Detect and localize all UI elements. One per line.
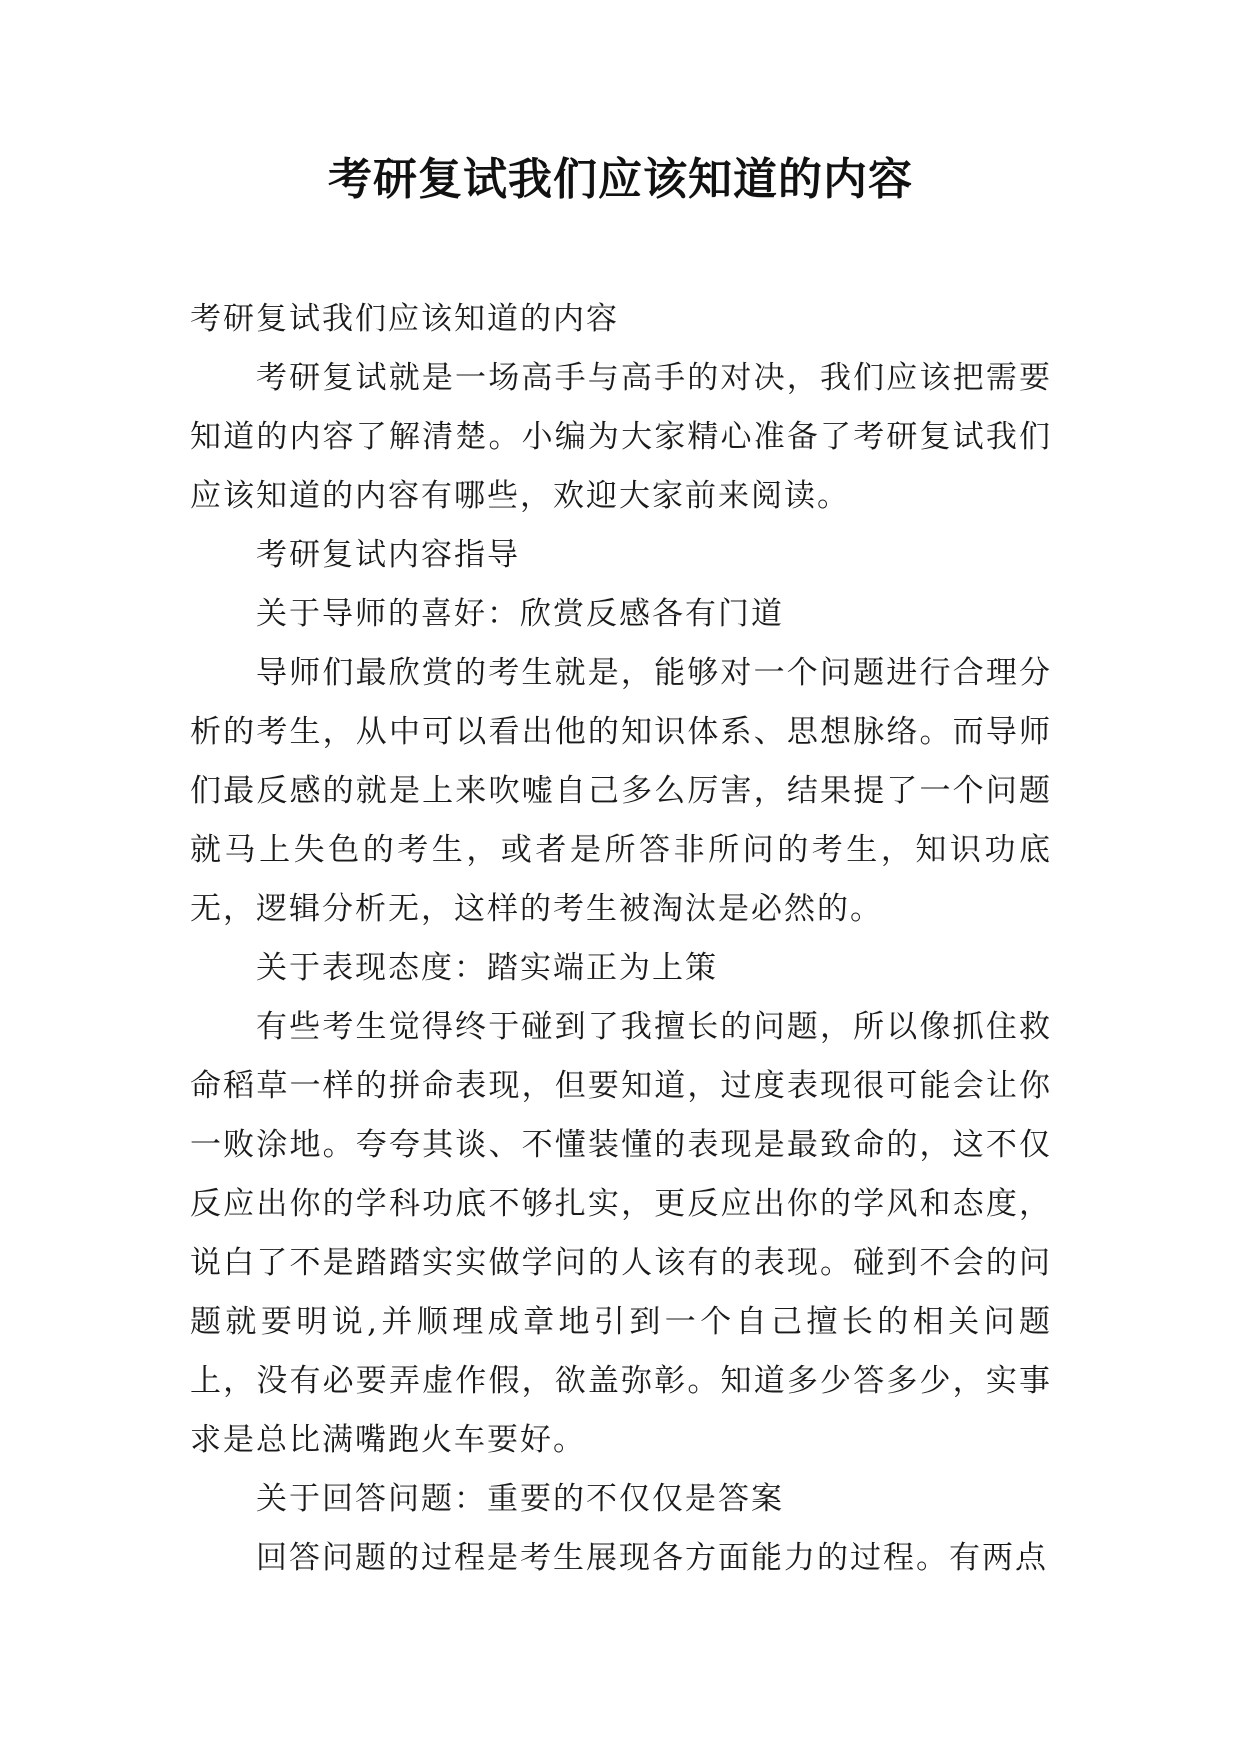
paragraph-tutor-preferences: 导师们最欣赏的考生就是，能够对一个问题进行合理分析的考生，从中可以看出他的知识体系、思想脉络。而导师们最反感的就是上来吹嘘自己多么厉害，结果提了一个问题就马上失色的考生，或者是所答非所问的考生，知识功底无，逻辑分析无，这样的考生被淘汰是必然的。 [190,655,1052,927]
document-body [190,290,1052,1588]
paragraph-answering: 回答问题的过程是考生展现各方面能力的过程。有两点 [256,1540,1048,1576]
section-heading-answering: 关于回答问题：重要的不仅仅是答案 [256,1481,784,1517]
section-heading-guide: 考研复试内容指导 [256,537,520,573]
paragraph-attitude: 有些考生觉得终于碰到了我擅长的问题，所以像抓住救命稻草一样的拼命表现，但要知道，过度表现很可能会让你一败涂地。夸夸其谈、不懂装懂的表现是最致命的，这不仅反应出你的学科功底不够扎实，更反应出你的学风和态度，说白了不是踏踏实实做学问的人该有的表现。碰到不会的问题就要明说,并顺理成章地引到一个自己擅长的相关问题上，没有必要弄虚作假，欲盖弥彰。知道多少答多少，实事求是总比满嘴跑火车要好。 [190,1009,1052,1458]
paragraph-intro: 考研复试就是一场高手与高手的对决，我们应该把需要知道的内容了解清楚。小编为大家精心准备了考研复试我们应该知道的内容有哪些，欢迎大家前来阅读。 [190,360,1052,514]
document-title: 考研复试我们应该知道的内容 [328,154,913,205]
section-heading-tutor-preferences: 关于导师的喜好：欣赏反感各有门道 [256,596,784,632]
section-heading-attitude: 关于表现态度：踏实端正为上策 [256,950,718,986]
paragraph-heading: 考研复试我们应该知道的内容 [190,301,619,337]
